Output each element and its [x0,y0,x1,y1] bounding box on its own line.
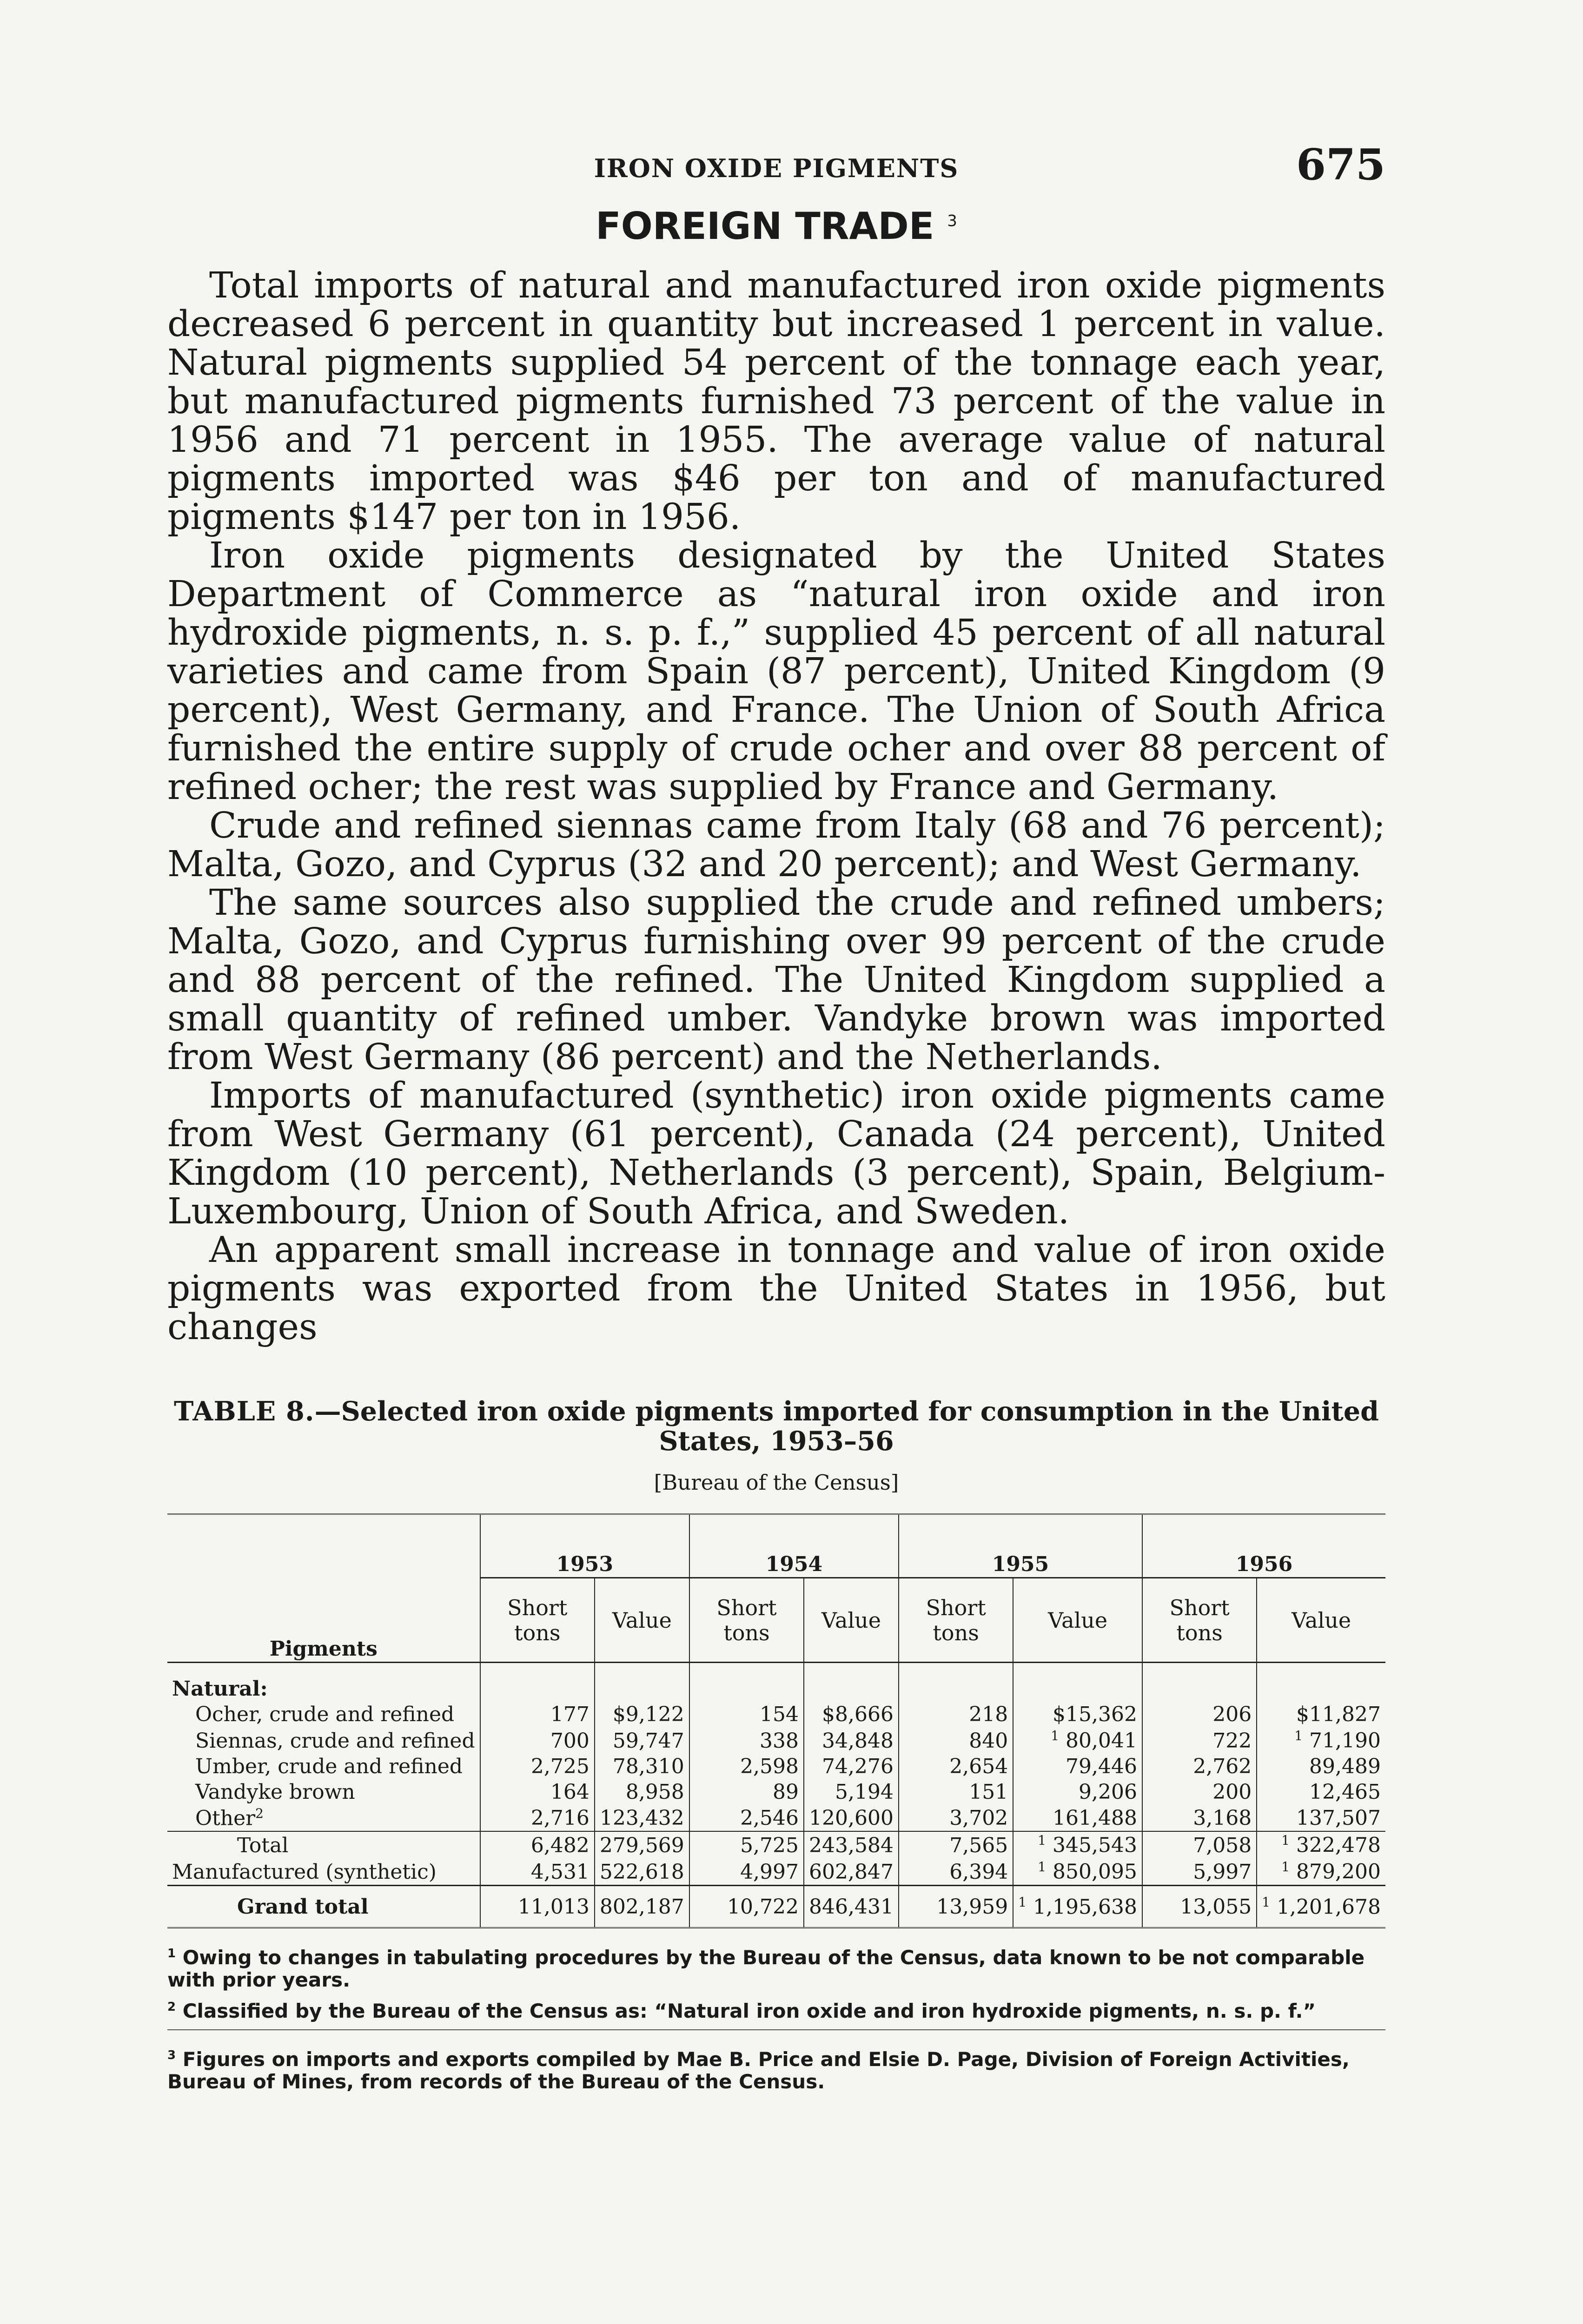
row-label-text: Umber, crude and refined [195,1754,463,1778]
short-tons-cell [480,1831,595,1858]
short-tons-cell [1142,1702,1257,1727]
short-tons-cell [899,1779,1013,1805]
short-tons-cell [480,1754,595,1779]
section-title-text: FOREIGN TRADE [596,205,934,248]
cell-value: 80,041 [1066,1729,1137,1753]
empty-cell [595,1663,689,1702]
cell-value: 137,507 [1296,1806,1381,1830]
short-tons-cell [899,1727,1013,1754]
pigments-header: Pigments [167,1514,480,1663]
row-label-text: Vandyke brown [195,1780,355,1804]
short-tons-cell [899,1702,1013,1727]
short-tons-cell [480,1805,595,1832]
short-tons-cell [689,1754,804,1779]
cell-value: 279,569 [599,1833,684,1857]
cell-value: $15,362 [1053,1703,1137,1726]
cell-value: 9,206 [1079,1780,1137,1804]
cell-value: 13,055 [1180,1895,1252,1919]
footnote-mark: 1 [1051,1728,1060,1743]
paragraph: The same sources also supplied the crude and refined umbers; Malta, Gozo, and Cyprus furnishing over 99 percent of the crude and 88 percent of the refined. The United Kingdom supplied a small quantity of refined umber. Vandyke brown was imported from West Germany (86 percent) and the Netherlands. [167,882,1385,1078]
cell-value: $9,122 [612,1703,684,1726]
body-text [167,266,1385,1347]
cell-value: 78,310 [612,1754,684,1778]
table-caption [167,1397,1385,1456]
short-tons-header: Short tons [899,1578,1013,1663]
table-source: [Bureau of the Census] [654,1470,899,1495]
cell-value: 206 [1212,1703,1252,1726]
value-cell [1013,1779,1142,1805]
footnote-mark: 1 [1038,1833,1047,1849]
value-cell [1257,1727,1385,1754]
footnote-mark: 1 [1294,1728,1303,1743]
value-cell [1257,1702,1385,1727]
value-cell [1257,1831,1385,1858]
cell-value: 2,598 [740,1754,799,1778]
value-header: Value [595,1578,689,1663]
cell-value: 200 [1212,1780,1252,1804]
row-label [167,1831,480,1858]
table-row [167,1885,1385,1928]
row-label [167,1858,480,1885]
cell-value: 4,531 [530,1860,589,1884]
cell-value: 5,997 [1193,1860,1252,1884]
cell-value: 7,565 [949,1833,1008,1857]
value-cell [1257,1858,1385,1885]
paragraph: Crude and refined siennas came from Italy (68 and 76 percent); Malta, Gozo, and Cyprus (32 and 20 percent); and West Germany. [167,805,1385,885]
short-tons-cell [689,1702,804,1727]
table-row [167,1754,1385,1779]
cell-value: 120,600 [809,1806,894,1830]
short-tons-cell [1142,1885,1257,1928]
cell-value: 89 [773,1780,799,1804]
section-title [167,205,1385,248]
value-cell [595,1805,689,1832]
row-label-text: Total [237,1833,289,1857]
footnote-2 [167,1996,1385,2022]
cell-value: 123,432 [599,1806,684,1830]
value-cell [1013,1727,1142,1754]
value-cell [1013,1885,1142,1928]
value-cell [595,1754,689,1779]
row-label-text: Ocher, crude and refined [195,1703,455,1726]
table-row [167,1831,1385,1858]
footnote-mark: 3 [167,2048,176,2063]
short-tons-cell [899,1885,1013,1928]
value-cell [804,1702,899,1727]
short-tons-cell [689,1831,804,1858]
cell-value: 154 [760,1703,799,1726]
footnote-mark: 1 [1281,1833,1290,1849]
empty-cell [899,1663,1013,1702]
value-cell [1257,1805,1385,1832]
short-tons-cell [689,1805,804,1832]
footnote-text: Classified by the Bureau of the Census as: “Natural iron oxide and iron hydroxide pigments, n. s. p. f.” [182,2000,1316,2023]
empty-cell [1142,1663,1257,1702]
cell-value: 243,584 [809,1833,894,1857]
cell-value: 89,489 [1309,1754,1381,1778]
cell-value: 322,478 [1296,1833,1381,1857]
cell-value: 5,194 [835,1780,894,1804]
cell-value: 11,013 [517,1895,589,1919]
running-title: IRON OXIDE PIGMENTS [594,153,959,183]
short-tons-cell [480,1727,595,1754]
footnote-mark: 1 [1281,1859,1290,1875]
cell-value: 6,394 [949,1860,1008,1884]
value-cell [1257,1754,1385,1779]
cell-value: 161,488 [1053,1806,1137,1830]
row-label-text: Other [195,1806,256,1830]
cell-value: 802,187 [599,1895,684,1919]
value-cell [804,1858,899,1885]
footnote-3 [167,2044,1385,2093]
footnote-mark: 1 [1018,1894,1027,1910]
value-cell [595,1885,689,1928]
table-row [167,1702,1385,1727]
footnote-mark: 2 [255,1805,264,1821]
table-caption-text: —Selected iron oxide pigments imported for consumption in the United States, 1953–56 [314,1396,1379,1457]
short-tons-cell [1142,1779,1257,1805]
cell-value: 79,446 [1066,1754,1137,1778]
cell-value: 338 [760,1729,799,1753]
cell-value: 602,847 [809,1860,894,1884]
cell-value: 700 [550,1729,589,1753]
imports-table [167,1513,1385,1928]
row-label [167,1885,480,1928]
footnote-mark: 2 [167,2000,176,2014]
section-footnote-mark: 3 [947,211,957,231]
value-cell [1257,1885,1385,1928]
value-cell [595,1858,689,1885]
value-cell [804,1754,899,1779]
table-label: TABLE 8. [174,1396,315,1427]
page-number: 675 [1296,139,1385,190]
cell-value: 5,725 [740,1833,799,1857]
row-label-text: Siennas, crude and refined [195,1729,475,1753]
paragraph: Imports of manufactured (synthetic) iron oxide pigments came from West Germany (61 percent), Canada (24 percent), United Kingdom (10 percent), Netherlands (3 percent), Spain, Belgium-Luxembourg, Union of South Africa, and Sweden. [167,1075,1385,1232]
value-cell [804,1805,899,1832]
row-label [167,1779,480,1805]
short-tons-cell [1142,1805,1257,1832]
value-cell [1013,1754,1142,1779]
empty-cell [1257,1663,1385,1702]
row-label [167,1702,480,1727]
value-cell [804,1831,899,1858]
short-tons-cell [1142,1754,1257,1779]
cell-value: 10,722 [727,1895,799,1919]
cell-value: 879,200 [1296,1860,1381,1884]
row-label-text: Grand total [237,1895,369,1919]
value-header: Value [1013,1578,1142,1663]
short-tons-cell [1142,1831,1257,1858]
category-label: Natural: [167,1663,480,1702]
footnote-mark: 1 [167,1947,176,1961]
value-cell [1013,1805,1142,1832]
value-cell [1013,1831,1142,1858]
footnote-mark: 1 [1038,1859,1047,1875]
row-label [167,1805,480,1832]
footnote-mark: 1 [1262,1894,1271,1910]
cell-value: 846,431 [809,1895,894,1919]
year-header: 1956 [1142,1514,1385,1578]
cell-value: 59,747 [612,1729,684,1753]
cell-value: 177 [550,1703,589,1726]
running-head [167,139,1385,191]
footnote-text: Owing to changes in tabulating procedures by the Bureau of the Census, data known to be not comparable with prior years. [167,1946,1365,1992]
value-cell [595,1727,689,1754]
cell-value: $11,827 [1296,1703,1381,1726]
short-tons-cell [689,1779,804,1805]
footnotes [167,1942,1385,2093]
short-tons-cell [480,1702,595,1727]
paragraph: An apparent small increase in tonnage and value of iron oxide pigments was exported from the United States in 1956, but changes [167,1229,1385,1348]
short-tons-cell [899,1754,1013,1779]
short-tons-cell [480,1858,595,1885]
value-cell [804,1727,899,1754]
short-tons-cell [480,1779,595,1805]
cell-value: 345,543 [1053,1833,1137,1857]
table-row [167,1858,1385,1885]
table-row [167,1727,1385,1754]
cell-value: 3,702 [949,1806,1008,1830]
cell-value: 2,725 [530,1754,589,1778]
table-row [167,1779,1385,1805]
short-tons-cell [689,1858,804,1885]
short-tons-cell [480,1885,595,1928]
footnote-text: Figures on imports and exports compiled by Mae B. Price and Elsie D. Page, Division of Foreign Activities, Bureau of Mines, from records of the Bureau of the Census. [167,2048,1350,2093]
short-tons-header: Short tons [480,1578,595,1663]
value-cell [1013,1858,1142,1885]
footnote-divider [167,2029,1385,2030]
cell-value: $8,666 [822,1703,894,1726]
short-tons-cell [899,1805,1013,1832]
row-label-text: Manufactured (synthetic) [172,1860,437,1884]
short-tons-cell [1142,1727,1257,1754]
empty-cell [1013,1663,1142,1702]
value-header: Value [804,1578,899,1663]
cell-value: 12,465 [1309,1780,1381,1804]
footnote-1 [167,1942,1385,1991]
short-tons-header: Short tons [689,1578,804,1663]
value-cell [1257,1779,1385,1805]
cell-value: 6,482 [530,1833,589,1857]
year-header: 1953 [480,1514,689,1578]
value-cell [1013,1702,1142,1727]
empty-cell [804,1663,899,1702]
page [167,139,1385,2098]
cell-value: 522,618 [599,1860,684,1884]
short-tons-cell [689,1885,804,1928]
paragraph: Iron oxide pigments designated by the United States Department of Commerce as “natural iron oxide and iron hydroxide pigments, n. s. p. f.,” supplied 45 percent of all natural varieties and came from Spain (87 percent), United Kingdom (9 percent), West Germany, and France. The Union of South Africa furnished the entire supply of crude ocher and over 88 percent of refined ocher; the rest was supplied by France and Germany. [167,535,1385,808]
short-tons-cell [689,1727,804,1754]
value-cell [804,1885,899,1928]
table-row [167,1805,1385,1832]
value-cell [595,1779,689,1805]
short-tons-cell [899,1858,1013,1885]
cell-value: 4,997 [740,1860,799,1884]
cell-value: 1,201,678 [1277,1895,1381,1919]
value-cell [595,1831,689,1858]
value-header: Value [1257,1578,1385,1663]
cell-value: 722 [1212,1729,1252,1753]
cell-value: 840 [969,1729,1008,1753]
empty-cell [689,1663,804,1702]
cell-value: 13,959 [936,1895,1008,1919]
cell-value: 2,716 [530,1806,589,1830]
cell-value: 164 [550,1780,589,1804]
cell-value: 2,546 [740,1806,799,1830]
short-tons-header: Short tons [1142,1578,1257,1663]
cell-value: 2,654 [949,1754,1008,1778]
row-label [167,1727,480,1754]
category-row [167,1663,1385,1702]
cell-value: 2,762 [1193,1754,1252,1778]
cell-value: 71,190 [1309,1729,1381,1753]
paragraph: Total imports of natural and manufactured iron oxide pigments decreased 6 percent in quantity but increased 1 percent in value. Natural pigments supplied 54 percent of the tonnage each year, but manufactured pigments furnished 73 percent of the value in 1956 and 71 percent in 1955. The average value of natural pigments imported was $46 per ton and of manufactured pigments $147 per ton in 1956. [167,265,1385,538]
cell-value: 850,095 [1053,1860,1137,1884]
cell-value: 218 [969,1703,1008,1726]
cell-value: 74,276 [822,1754,894,1778]
year-header: 1954 [689,1514,899,1578]
cell-value: 34,848 [822,1729,894,1753]
empty-cell [480,1663,595,1702]
row-label [167,1754,480,1779]
cell-value: 7,058 [1193,1833,1252,1857]
value-cell [804,1779,899,1805]
year-header: 1955 [899,1514,1142,1578]
cell-value: 8,958 [625,1780,684,1804]
short-tons-cell [1142,1858,1257,1885]
cell-value: 1,195,638 [1033,1895,1137,1919]
short-tons-cell [899,1831,1013,1858]
cell-value: 151 [969,1780,1008,1804]
value-cell [595,1702,689,1727]
cell-value: 3,168 [1193,1806,1252,1830]
